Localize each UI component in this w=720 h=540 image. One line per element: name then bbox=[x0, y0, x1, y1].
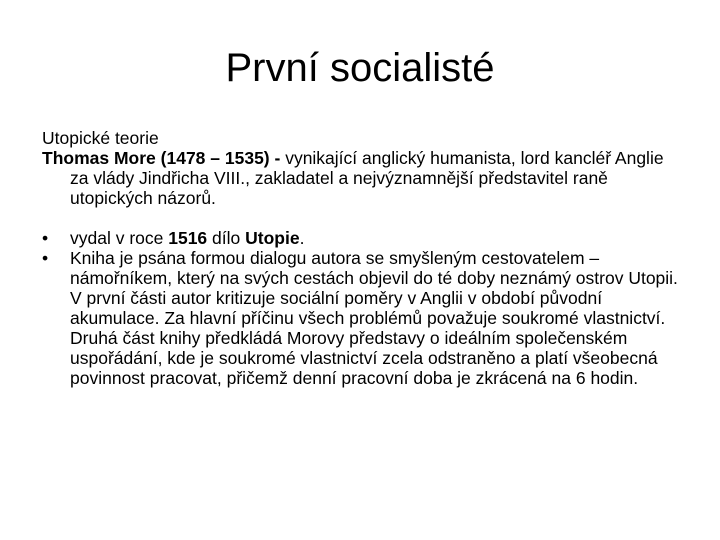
slide-title: První socialisté bbox=[225, 46, 495, 90]
bullet-1-post: . bbox=[299, 228, 305, 248]
bullet-1-work: Utopie bbox=[245, 228, 300, 248]
bullet-icon: • bbox=[42, 248, 49, 268]
bullet-item bbox=[42, 248, 682, 388]
bullet-1-mid: dílo bbox=[207, 228, 246, 248]
slide-body bbox=[42, 128, 682, 388]
bullet-icon: • bbox=[42, 228, 49, 248]
author-name: Thomas More bbox=[42, 148, 156, 168]
author-years: (1478 – 1535) - bbox=[160, 148, 281, 168]
bullet-list bbox=[42, 228, 682, 388]
bullet-1-year: 1516 bbox=[168, 228, 208, 248]
intro-paragraph bbox=[42, 148, 682, 208]
bullet-item bbox=[42, 228, 682, 248]
bullet-1-pre: vydal v roce bbox=[70, 228, 169, 248]
bullet-2-text: Kniha je psána formou dialogu autora se smyšleným cestovatelem – námořníkem, který na svých cestách objevil do té doby neznámý ostrov Utopii. V první části autor kritizuje sociální poměry v Anglii v období původní akumulace. Za hlavní příčinu všech problémů považuje soukromé vlastnictví. Druhá část knihy předkládá Morovy představy o ideálním společenském uspořádání, kde je soukromé vlastnictví zcela odstraněno a platí všeobecná povinnost pracovat, přičemž denní pracovní doba je zkrácená na 6 hodin. bbox=[70, 248, 678, 388]
subtitle-line: Utopické teorie bbox=[42, 128, 159, 148]
intro-text: vynikající anglický humanista, lord kancléř Anglie za vlády Jindřicha VIII., zakladatel a nejvýznamnější představitel raně utopických názorů. bbox=[70, 148, 664, 208]
